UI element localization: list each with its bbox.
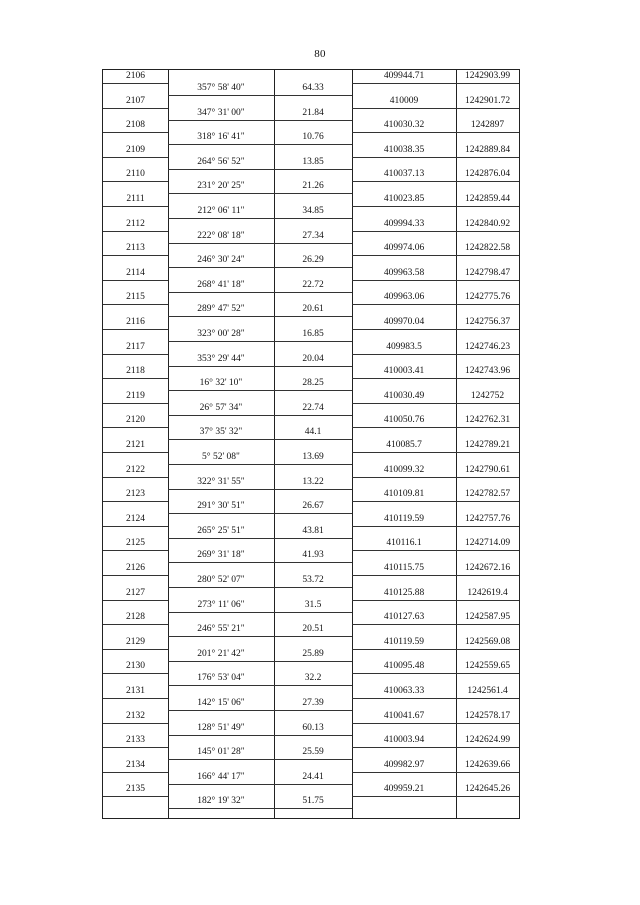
point-id: 2132 (126, 710, 145, 721)
coordinate-y: 1242743.96 (464, 366, 511, 377)
bearing: 291° 30' 51" (197, 501, 245, 512)
coordinate-x: 410127.63 (383, 612, 425, 623)
coordinate-y: 1242752 (470, 390, 505, 401)
coordinate-y: 1242789.21 (464, 440, 511, 450)
row-rule (352, 550, 519, 551)
row-rule (352, 501, 519, 502)
coordinate-y: 1242840.92 (464, 218, 511, 229)
coordinate-x: 409974.06 (383, 243, 425, 254)
coordinate-y: 1242624.99 (464, 735, 511, 746)
coordinate-y: 1242901.72 (464, 95, 511, 106)
row-rule (103, 526, 168, 527)
coordinate-x: 410116.1 (386, 538, 422, 549)
bearing: 273° 11' 06" (197, 599, 245, 610)
distance: 51.75 (302, 796, 324, 807)
row-rule (168, 144, 352, 145)
point-id: 2121 (126, 440, 145, 450)
point-id: 2107 (126, 95, 145, 106)
bearing: 231° 20' 25" (197, 181, 245, 192)
bearing: 176° 53' 04" (197, 673, 245, 684)
row-rule (168, 267, 352, 268)
row-rule (352, 354, 519, 355)
row-rule (168, 292, 352, 293)
bearing: 166° 44' 17" (197, 771, 245, 782)
coordinate-x: 410003.94 (383, 735, 425, 746)
row-rule (103, 378, 168, 379)
row-rule (168, 341, 352, 342)
point-id: 2114 (126, 267, 145, 278)
coordinate-y: 1242639.66 (464, 759, 511, 770)
row-rule (352, 108, 519, 109)
point-id: 2115 (126, 292, 145, 303)
coordinate-x: 409970.04 (383, 317, 425, 327)
coordinate-x: 410125.88 (383, 587, 425, 598)
bearing: 353° 29' 44" (197, 353, 245, 364)
point-id: 2120 (126, 415, 145, 426)
distance: 22.72 (302, 279, 324, 290)
row-rule (103, 452, 168, 453)
point-id: 2124 (126, 513, 145, 524)
row-rule (103, 354, 168, 355)
coordinate-x: 410009 (389, 95, 419, 106)
table-top-border (103, 69, 519, 70)
distance: 28.25 (302, 378, 324, 389)
bearing: 182° 19' 32" (197, 796, 245, 807)
distance: 24.41 (302, 771, 324, 782)
point-id: 2116 (126, 317, 145, 327)
bearing: 268° 41' 18" (197, 279, 245, 290)
row-rule (103, 796, 168, 797)
distance: 25.89 (302, 648, 324, 659)
coordinate-x: 409963.06 (383, 292, 425, 303)
row-rule (352, 83, 519, 84)
point-id: 2110 (126, 169, 145, 180)
row-rule (352, 157, 519, 158)
row-rule (168, 784, 352, 785)
row-rule (168, 685, 352, 686)
point-id: 2108 (126, 120, 145, 131)
row-rule (103, 403, 168, 404)
row-rule (103, 427, 168, 428)
row-rule (168, 759, 352, 760)
bearing: 264° 56' 52" (197, 156, 245, 167)
row-rule (103, 132, 168, 133)
distance: 20.61 (302, 304, 324, 315)
row-rule (103, 600, 168, 601)
point-id: 2131 (126, 686, 145, 696)
bearing: 142° 15' 06" (197, 698, 245, 708)
coordinate-x: 409982.97 (383, 759, 425, 770)
distance: 25.59 (302, 747, 324, 758)
coordinate-y: 1242559.65 (464, 661, 511, 672)
point-id: 2118 (126, 366, 145, 377)
coordinate-x: 409944.71 (383, 71, 425, 81)
row-rule (168, 243, 352, 244)
distance: 32.2 (304, 673, 322, 684)
coordinate-y: 1242782.57 (464, 489, 511, 500)
distance: 20.51 (302, 624, 324, 635)
row-rule (103, 575, 168, 576)
row-rule (168, 513, 352, 514)
bearing: 318° 16' 41" (197, 132, 245, 143)
row-rule (352, 403, 519, 404)
coordinate-y: 1242714.09 (464, 538, 511, 549)
row-rule (168, 710, 352, 711)
row-rule (352, 723, 519, 724)
point-id: 2122 (126, 464, 145, 475)
row-rule (352, 427, 519, 428)
bearing: 246° 30' 24" (197, 255, 245, 266)
row-rule (352, 329, 519, 330)
row-rule (168, 193, 352, 194)
row-rule (103, 157, 168, 158)
coordinate-y: 1242822.58 (464, 243, 511, 254)
row-rule (168, 612, 352, 613)
coordinate-y: 1242756.37 (464, 317, 511, 327)
row-rule (168, 390, 352, 391)
coordinate-y: 1242790.61 (464, 464, 511, 475)
coordinate-x: 410041.67 (383, 710, 425, 721)
row-rule (103, 698, 168, 699)
point-id: 2106 (126, 71, 145, 81)
coordinate-x: 410095.48 (383, 661, 425, 672)
point-id: 2127 (126, 587, 145, 598)
bearing: 145° 01' 28" (197, 747, 245, 758)
point-id: 2133 (126, 735, 145, 746)
point-id: 2130 (126, 661, 145, 672)
distance: 21.26 (302, 181, 324, 192)
point-id: 2126 (126, 563, 145, 573)
page-number: 80 (314, 48, 326, 60)
distance: 34.85 (302, 206, 324, 216)
row-rule (352, 304, 519, 305)
row-rule (103, 206, 168, 207)
point-id: 2128 (126, 612, 145, 623)
row-rule (168, 415, 352, 416)
distance: 20.04 (302, 353, 324, 364)
distance: 13.22 (302, 476, 324, 487)
bearing: 357° 58' 40" (197, 83, 245, 93)
coordinate-x: 410023.85 (383, 194, 425, 204)
bearing: 201° 21' 42" (197, 648, 245, 659)
coordinate-table (102, 69, 520, 819)
coordinate-x: 410030.49 (383, 390, 425, 401)
coordinate-y: 1242578.17 (464, 710, 511, 721)
coordinate-x: 410038.35 (383, 144, 425, 155)
row-rule (168, 489, 352, 490)
row-rule (352, 231, 519, 232)
coordinate-y: 1242757.76 (464, 513, 511, 524)
row-rule (168, 661, 352, 662)
coordinate-y: 1242587.95 (464, 612, 511, 623)
row-rule (352, 526, 519, 527)
distance: 22.74 (302, 402, 324, 413)
coordinate-y: 1242798.47 (464, 267, 511, 278)
row-rule (352, 772, 519, 773)
coordinate-x: 410050.76 (383, 415, 425, 426)
bearing: 246° 55' 21" (197, 624, 245, 635)
coordinate-x: 409983.5 (386, 341, 422, 352)
row-rule (352, 206, 519, 207)
coordinate-y: 1242569.08 (464, 636, 511, 647)
point-id: 2112 (126, 218, 145, 229)
distance: 60.13 (302, 722, 324, 733)
row-rule (168, 120, 352, 121)
point-id: 2125 (126, 538, 145, 549)
row-rule (352, 477, 519, 478)
distance: 13.69 (302, 452, 324, 462)
coordinate-x: 410037.13 (383, 169, 425, 180)
row-rule (103, 723, 168, 724)
row-rule (168, 562, 352, 563)
row-rule (103, 255, 168, 256)
bearing: 322° 31' 55" (197, 476, 245, 487)
row-rule (168, 218, 352, 219)
row-rule (103, 108, 168, 109)
row-rule (168, 95, 352, 96)
row-rule (103, 747, 168, 748)
row-rule (168, 538, 352, 539)
coordinate-x: 410063.33 (383, 686, 425, 696)
row-rule (352, 452, 519, 453)
coordinate-y: 1242762.31 (464, 415, 511, 426)
distance: 44.1 (304, 427, 322, 438)
row-rule (168, 808, 352, 809)
distance: 21.84 (302, 107, 324, 118)
row-rule (352, 747, 519, 748)
row-rule (352, 280, 519, 281)
bearing: 26° 57' 34" (199, 402, 243, 413)
bearing: 37° 35' 32" (199, 427, 243, 438)
distance: 16.85 (302, 329, 324, 339)
row-rule (103, 83, 168, 84)
point-id: 2117 (126, 341, 145, 352)
point-id: 2135 (126, 784, 145, 795)
coordinate-x: 410109.81 (383, 489, 425, 500)
row-rule (352, 796, 519, 797)
bearing: 269° 31' 18" (197, 550, 245, 561)
distance: 64.33 (302, 83, 324, 93)
row-rule (352, 624, 519, 625)
row-rule (352, 181, 519, 182)
row-rule (352, 600, 519, 601)
point-id: 2109 (126, 144, 145, 155)
distance: 10.76 (302, 132, 324, 143)
distance: 26.29 (302, 255, 324, 266)
row-rule (168, 169, 352, 170)
point-id: 2119 (126, 390, 145, 401)
coordinate-x: 409959.21 (383, 784, 425, 795)
row-rule (103, 231, 168, 232)
point-id: 2129 (126, 636, 145, 647)
bearing: 5° 52' 08" (202, 452, 240, 462)
distance: 41.93 (302, 550, 324, 561)
row-rule (352, 698, 519, 699)
coordinate-y: 1242859.44 (464, 194, 511, 204)
row-rule (352, 649, 519, 650)
row-rule (352, 575, 519, 576)
row-rule (103, 329, 168, 330)
coordinate-x: 410085.7 (386, 440, 422, 450)
coordinate-x: 410119.59 (383, 636, 425, 647)
row-rule (103, 673, 168, 674)
row-rule (168, 316, 352, 317)
coordinate-y: 1242876.04 (464, 169, 511, 180)
row-rule (103, 181, 168, 182)
coordinate-x: 410119.59 (383, 513, 425, 524)
row-rule (168, 587, 352, 588)
coordinate-y: 1242672.16 (464, 563, 511, 573)
row-rule (352, 673, 519, 674)
row-rule (352, 132, 519, 133)
bearing: 16° 32' 10" (199, 378, 243, 389)
distance: 27.39 (302, 698, 324, 708)
point-id: 2123 (126, 489, 145, 500)
point-id: 2113 (126, 243, 145, 254)
distance: 13.85 (302, 156, 324, 167)
row-rule (103, 477, 168, 478)
bearing: 265° 25' 51" (197, 525, 245, 536)
row-rule (103, 501, 168, 502)
bearing: 222° 08' 18" (197, 230, 245, 241)
row-rule (352, 255, 519, 256)
distance: 53.72 (302, 575, 324, 585)
row-rule (103, 772, 168, 773)
point-id: 2111 (126, 194, 145, 204)
bearing: 280° 52' 07" (197, 575, 245, 585)
coordinate-x: 410003.41 (383, 366, 425, 377)
coordinate-y: 1242903.99 (464, 71, 511, 81)
bearing: 347° 31' 00" (197, 107, 245, 118)
coordinate-y: 1242889.84 (464, 144, 511, 155)
row-rule (103, 550, 168, 551)
row-rule (352, 378, 519, 379)
distance: 43.81 (302, 525, 324, 536)
coordinate-y: 1242775.76 (464, 292, 511, 303)
row-rule (168, 735, 352, 736)
row-rule (103, 649, 168, 650)
distance: 26.67 (302, 501, 324, 512)
row-rule (103, 304, 168, 305)
bearing: 289° 47' 52" (197, 304, 245, 315)
coordinate-x: 409963.58 (383, 267, 425, 278)
row-rule (168, 366, 352, 367)
row-rule (168, 636, 352, 637)
row-rule (168, 439, 352, 440)
distance: 27.34 (302, 230, 324, 241)
bearing: 128° 51' 49" (197, 722, 245, 733)
coordinate-x: 410099.32 (383, 464, 425, 475)
coordinate-x: 410030.32 (383, 120, 425, 131)
coordinate-x: 409994.33 (383, 218, 425, 229)
coordinate-y: 1242619.4 (467, 587, 508, 598)
row-rule (103, 280, 168, 281)
point-id: 2134 (126, 759, 145, 770)
coordinate-y: 1242645.26 (464, 784, 511, 795)
coordinate-y: 1242746.23 (464, 341, 511, 352)
distance: 31.5 (304, 599, 322, 610)
coordinate-x: 410115.75 (383, 563, 425, 573)
row-rule (103, 624, 168, 625)
bearing: 212° 06' 11" (197, 206, 245, 216)
coordinate-y: 1242897 (470, 120, 505, 131)
coordinate-y: 1242561.4 (467, 686, 508, 696)
bearing: 323° 00' 28" (197, 329, 245, 339)
row-rule (168, 464, 352, 465)
